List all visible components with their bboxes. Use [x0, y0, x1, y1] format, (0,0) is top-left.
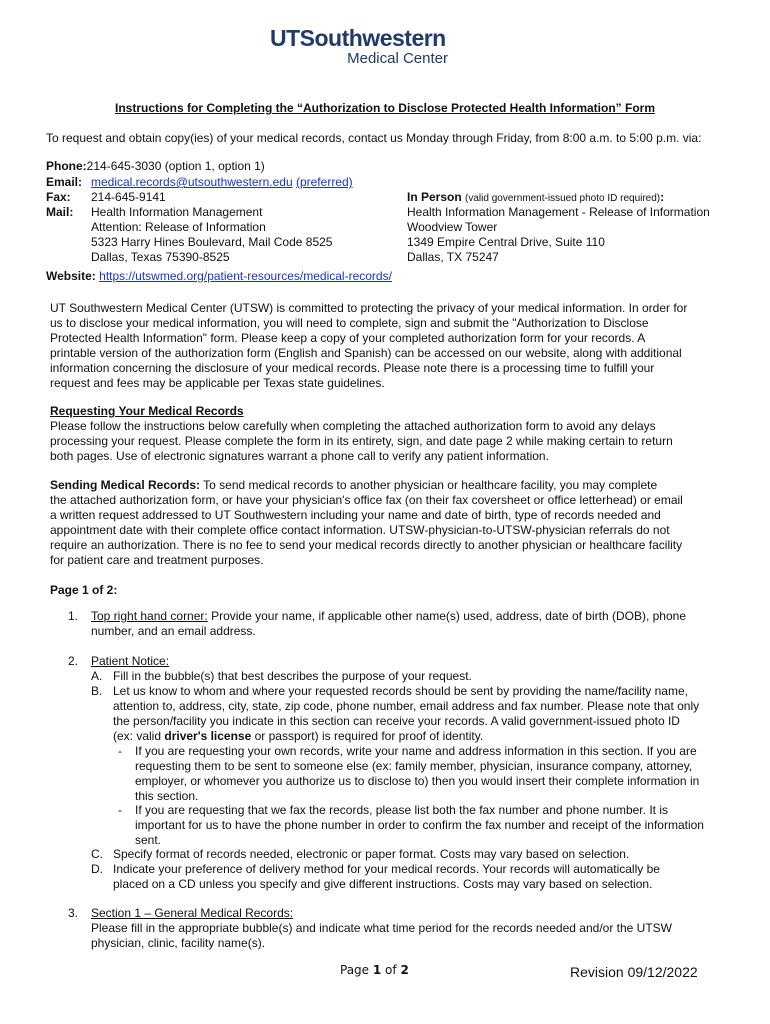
- fax-label: Fax:: [46, 190, 71, 204]
- item2-title: Patient Notice:: [91, 654, 170, 668]
- contact-email-value: [91, 175, 353, 190]
- item2-dash1-marker: -: [118, 744, 122, 758]
- page-heading: Page 1 of 2:: [50, 583, 118, 597]
- item2-a-label: A.: [91, 669, 103, 683]
- privacy-paragraph: UT Southwestern Medical Center (UTSW) is committed to protecting the privacy of your medical information. In order for us to disclose your medical information, you will need to complete, sign and submit the "Authorization to Disclose Protected Health Information" form. Please keep a copy of your completed authorization form for your records. A printable version of the authorization form (English and Spanish) can be accessed on our website, along with additional information concerning the disclosure of your medical records. Please note there is a processing time to fulfill your request and fees may be applicable per Texas state guidelines.: [50, 301, 688, 390]
- page-title: Instructions for Completing the “Authorization to Disclose Protected Health Information” Form: [114, 101, 656, 115]
- fax-value: 214-645-9141: [91, 190, 166, 204]
- website-label: Website:: [46, 269, 96, 283]
- phone-label: Phone:: [46, 159, 87, 173]
- item2-b: Let us know to whom and where your requested records should be sent by providing the name/facility name, attention to, address, city, state, zip code, phone number, email address and fax number. Please note that only the person/facility you indicate in this section can receive your records. A valid government-issued photo ID (ex: valid driver's license or passport) is required for proof of identity.: [113, 684, 700, 743]
- email-label: Email:: [46, 175, 83, 189]
- mail-label: Mail:: [46, 205, 74, 219]
- sending-section: Sending Medical Records: To send medical records to another physician or healthcare facility, you may complete the attached authorization form, or have your physician's office fax (on their fax coversheet or office letterhead) or email a written request addressed to UT Southwestern including your name and date of birth, type of records needed and appointment date with their complete office contact information. UTSW-physician-to-UTSW-physician referrals do not require an authorization. There is no fee to send your medical records directly to another physician or healthcare facility for patient care and treatment purposes.: [50, 478, 683, 567]
- logo-subtitle: Medical Center: [347, 50, 448, 67]
- in-person-heading: In Person (valid government-issued photo ID required):: [407, 190, 665, 204]
- contact-website: [46, 269, 392, 284]
- requesting-heading: Requesting Your Medical Records: [50, 404, 244, 418]
- email-note: (preferred): [295, 175, 353, 189]
- item2-dash2: If you are requesting that we fax the records, please list both the fax number and phone number. It is important for us to have the phone number in order to confirm the fax number and receipt of the information sent.: [135, 803, 704, 847]
- item2-dash1: If you are requesting your own records, write your name and address information in this section. If you are requesting them to be sent to someone else (ex: family member, physician, insurance company, attorney, employer, or whomever you authorize us to disclose to) then you would insert their complete information in this section.: [135, 744, 700, 803]
- footer-page-number: Page 1 of 2: [340, 963, 409, 977]
- item3-title: Section 1 – General Medical Records:: [91, 906, 294, 920]
- in-person-address: Health Information Management - Release of Information Woodview Tower 1349 Empire Central Drive, Suite 110 Dallas, TX 75247: [407, 205, 710, 264]
- item3-number: 3.: [68, 906, 79, 920]
- logo-wordmark: UTSouthwestern: [270, 25, 446, 51]
- contact-phone: [46, 159, 265, 174]
- item3: Section 1 – General Medical Records: Please fill in the appropriate bubble(s) and indicate what time period for the records needed and/or the UTSW physician, clinic, facility name(s).: [91, 906, 751, 951]
- in-person-note: (valid government-issued photo ID required): [465, 193, 661, 204]
- footer-revision: Revision 09/12/2022: [570, 964, 698, 980]
- contact-email: [46, 175, 82, 190]
- contact-fax: [46, 190, 71, 205]
- item2-dash2-marker: -: [118, 803, 122, 817]
- sending-heading: Sending Medical Records:: [50, 478, 201, 492]
- email-link[interactable]: medical.records@utsouthwestern.edu: [91, 175, 293, 189]
- item2-number: 2.: [68, 654, 79, 668]
- item2-c: Specify format of records needed, electronic or paper format. Costs may vary based on selection.: [113, 847, 630, 861]
- logo: [270, 26, 470, 67]
- item2-a: Fill in the bubble(s) that best describes the purpose of your request.: [113, 669, 472, 683]
- phone-value: 214-645-3030 (option 1, option 1): [86, 159, 265, 173]
- item2-b-label: B.: [91, 684, 103, 698]
- item2-d: Indicate your preference of delivery method for your medical records. Your records will automatically be placed on a CD unless you specify and give different instructions. Costs may vary based on selection.: [113, 862, 660, 891]
- website-link[interactable]: https://utswmed.org/patient-resources/medical-records/: [99, 269, 392, 283]
- requesting-section: Requesting Your Medical Records Please follow the instructions below carefully when completing the attached authorization form to avoid any delays processing your request. Please complete the form in its entirety, sign, and date page 2 while making certain to return both pages. Use of electronic signatures warrant a phone call to verify any patient information.: [50, 404, 740, 464]
- item1: Top right hand corner: Provide your name, if applicable other name(s) used, address, date of birth (DOB), phone number, and an email address.: [91, 609, 686, 638]
- item1-title: Top right hand corner:: [91, 609, 208, 623]
- item2-c-label: C.: [91, 847, 103, 861]
- item2-d-label: D.: [91, 862, 103, 876]
- item1-number: 1.: [68, 609, 79, 623]
- intro-text: To request and obtain copy(ies) of your medical records, contact us Monday through Friday, from 8:00 a.m. to 5:00 p.m. via:: [46, 131, 702, 145]
- mail-address: Health Information Management Attention: Release of Information 5323 Harry Hines Boulevard, Mail Code 8525 Dallas, Texas 75390-8525: [91, 205, 333, 264]
